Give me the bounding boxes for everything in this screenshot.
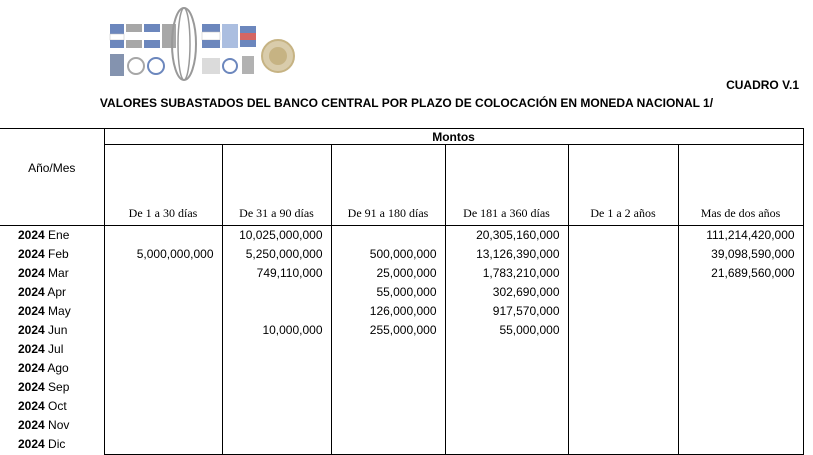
table-row (0, 225, 803, 245)
auction-table (0, 128, 804, 455)
table-cell (678, 302, 803, 321)
row-label (0, 397, 104, 416)
table-cell (678, 283, 803, 302)
row-month: Sep (48, 379, 70, 394)
table-row (0, 264, 803, 283)
table-row (0, 283, 803, 302)
row-label (0, 264, 104, 283)
table-cell (445, 378, 568, 397)
table-cell: 126,000,000 (331, 302, 445, 321)
row-label (0, 245, 104, 264)
auction-table-container (0, 128, 813, 451)
table-cell (678, 340, 803, 359)
table-row (0, 416, 803, 435)
column-header-1-2-anos: De 1 a 2 años (568, 145, 678, 226)
row-year: 2024 (18, 265, 45, 280)
table-cell (222, 283, 331, 302)
table-cell (678, 359, 803, 378)
column-header-181-360: De 181 a 360 días (445, 145, 568, 226)
table-cell (568, 435, 678, 455)
table-cell: 55,000,000 (445, 321, 568, 340)
group-header-montos: Montos (104, 129, 803, 145)
table-cell (678, 397, 803, 416)
table-cell (331, 416, 445, 435)
row-month: Oct (48, 398, 67, 413)
row-label (0, 225, 104, 245)
table-cell (222, 397, 331, 416)
corner-cell (0, 129, 104, 145)
table-cell (445, 359, 568, 378)
table-cell (678, 416, 803, 435)
column-header-31-90: De 31 a 90 días (222, 145, 331, 226)
table-cell (104, 283, 222, 302)
table-cell (568, 340, 678, 359)
table-row (0, 245, 803, 264)
row-month: Jun (48, 322, 68, 337)
table-cell (568, 378, 678, 397)
table-row (0, 378, 803, 397)
row-year: 2024 (18, 303, 45, 318)
table-cell (222, 359, 331, 378)
table-cell (331, 378, 445, 397)
column-header-91-180: De 91 a 180 días (331, 145, 445, 226)
table-cell (568, 416, 678, 435)
table-number: CUADRO V.1 (726, 78, 799, 92)
table-cell (104, 225, 222, 245)
table-cell: 13,126,390,000 (445, 245, 568, 264)
row-year: 2024 (18, 417, 45, 432)
row-label (0, 340, 104, 359)
row-label (0, 302, 104, 321)
table-cell (222, 378, 331, 397)
table-cell: 5,250,000,000 (222, 245, 331, 264)
table-cell (104, 340, 222, 359)
table-cell (568, 397, 678, 416)
table-cell (568, 225, 678, 245)
row-year: 2024 (18, 227, 45, 242)
row-header-anio-mes: Año/Mes (28, 160, 76, 175)
table-cell: 1,783,210,000 (445, 264, 568, 283)
row-year: 2024 (18, 341, 45, 356)
table-row (0, 435, 803, 455)
row-label (0, 359, 104, 378)
table-cell (222, 416, 331, 435)
table-cell (678, 435, 803, 455)
table-cell (445, 340, 568, 359)
table-cell: 39,098,590,000 (678, 245, 803, 264)
table-cell (104, 435, 222, 455)
table-cell: 21,689,560,000 (678, 264, 803, 283)
table-cell: 25,000,000 (331, 264, 445, 283)
row-year: 2024 (18, 398, 45, 413)
table-cell (331, 225, 445, 245)
institution-logo (108, 4, 300, 82)
table-cell (445, 435, 568, 455)
table-cell (331, 340, 445, 359)
row-year: 2024 (18, 284, 45, 299)
table-cell (104, 321, 222, 340)
table-cell (104, 397, 222, 416)
page-title: VALORES SUBASTADOS DEL BANCO CENTRAL POR PLAZO DE COLOCACIÓN EN MONEDA NACIONAL 1/ (99, 96, 714, 110)
table-cell: 111,214,420,000 (678, 225, 803, 245)
table-cell (568, 302, 678, 321)
column-header-1-30: De 1 a 30 días (104, 145, 222, 226)
row-year: 2024 (18, 379, 45, 394)
table-body (0, 225, 803, 454)
table-cell: 749,110,000 (222, 264, 331, 283)
table-cell: 500,000,000 (331, 245, 445, 264)
table-cell (568, 245, 678, 264)
row-year: 2024 (18, 246, 45, 261)
row-label (0, 378, 104, 397)
row-year: 2024 (18, 322, 45, 337)
table-cell (331, 435, 445, 455)
table-cell (331, 359, 445, 378)
table-cell (678, 378, 803, 397)
row-month: Nov (48, 417, 70, 432)
table-cell (568, 283, 678, 302)
table-cell (104, 378, 222, 397)
table-row (0, 302, 803, 321)
table-cell (104, 302, 222, 321)
table-cell (222, 302, 331, 321)
column-header-mas-2-anos: Mas de dos años (678, 145, 803, 226)
row-month: May (48, 303, 71, 318)
table-row (0, 321, 803, 340)
row-label (0, 416, 104, 435)
table-cell: 255,000,000 (331, 321, 445, 340)
table-cell: 10,000,000 (222, 321, 331, 340)
row-year: 2024 (18, 436, 45, 451)
table-cell (104, 359, 222, 378)
table-cell: 302,690,000 (445, 283, 568, 302)
row-label (0, 321, 104, 340)
row-month: Ene (48, 227, 70, 242)
row-label (0, 283, 104, 302)
table-cell (104, 264, 222, 283)
row-month: Dic (48, 436, 66, 451)
table-cell: 55,000,000 (331, 283, 445, 302)
table-cell (568, 359, 678, 378)
table-cell (568, 264, 678, 283)
table-cell (331, 397, 445, 416)
table-cell (222, 435, 331, 455)
row-label (0, 435, 104, 455)
table-row (0, 397, 803, 416)
table-cell (568, 321, 678, 340)
row-month: Ago (47, 360, 69, 375)
row-month: Apr (47, 284, 67, 299)
table-cell (222, 340, 331, 359)
table-cell: 5,000,000,000 (104, 245, 222, 264)
table-row (0, 340, 803, 359)
table-cell (445, 397, 568, 416)
table-cell (678, 321, 803, 340)
row-year: 2024 (18, 360, 45, 375)
table-cell: 20,305,160,000 (445, 225, 568, 245)
row-month: Jul (48, 341, 64, 356)
table-cell: 10,025,000,000 (222, 225, 331, 245)
table-cell (104, 416, 222, 435)
table-row (0, 359, 803, 378)
table-cell: 917,570,000 (445, 302, 568, 321)
row-month: Feb (48, 246, 69, 261)
table-cell (445, 416, 568, 435)
row-month: Mar (48, 265, 69, 280)
